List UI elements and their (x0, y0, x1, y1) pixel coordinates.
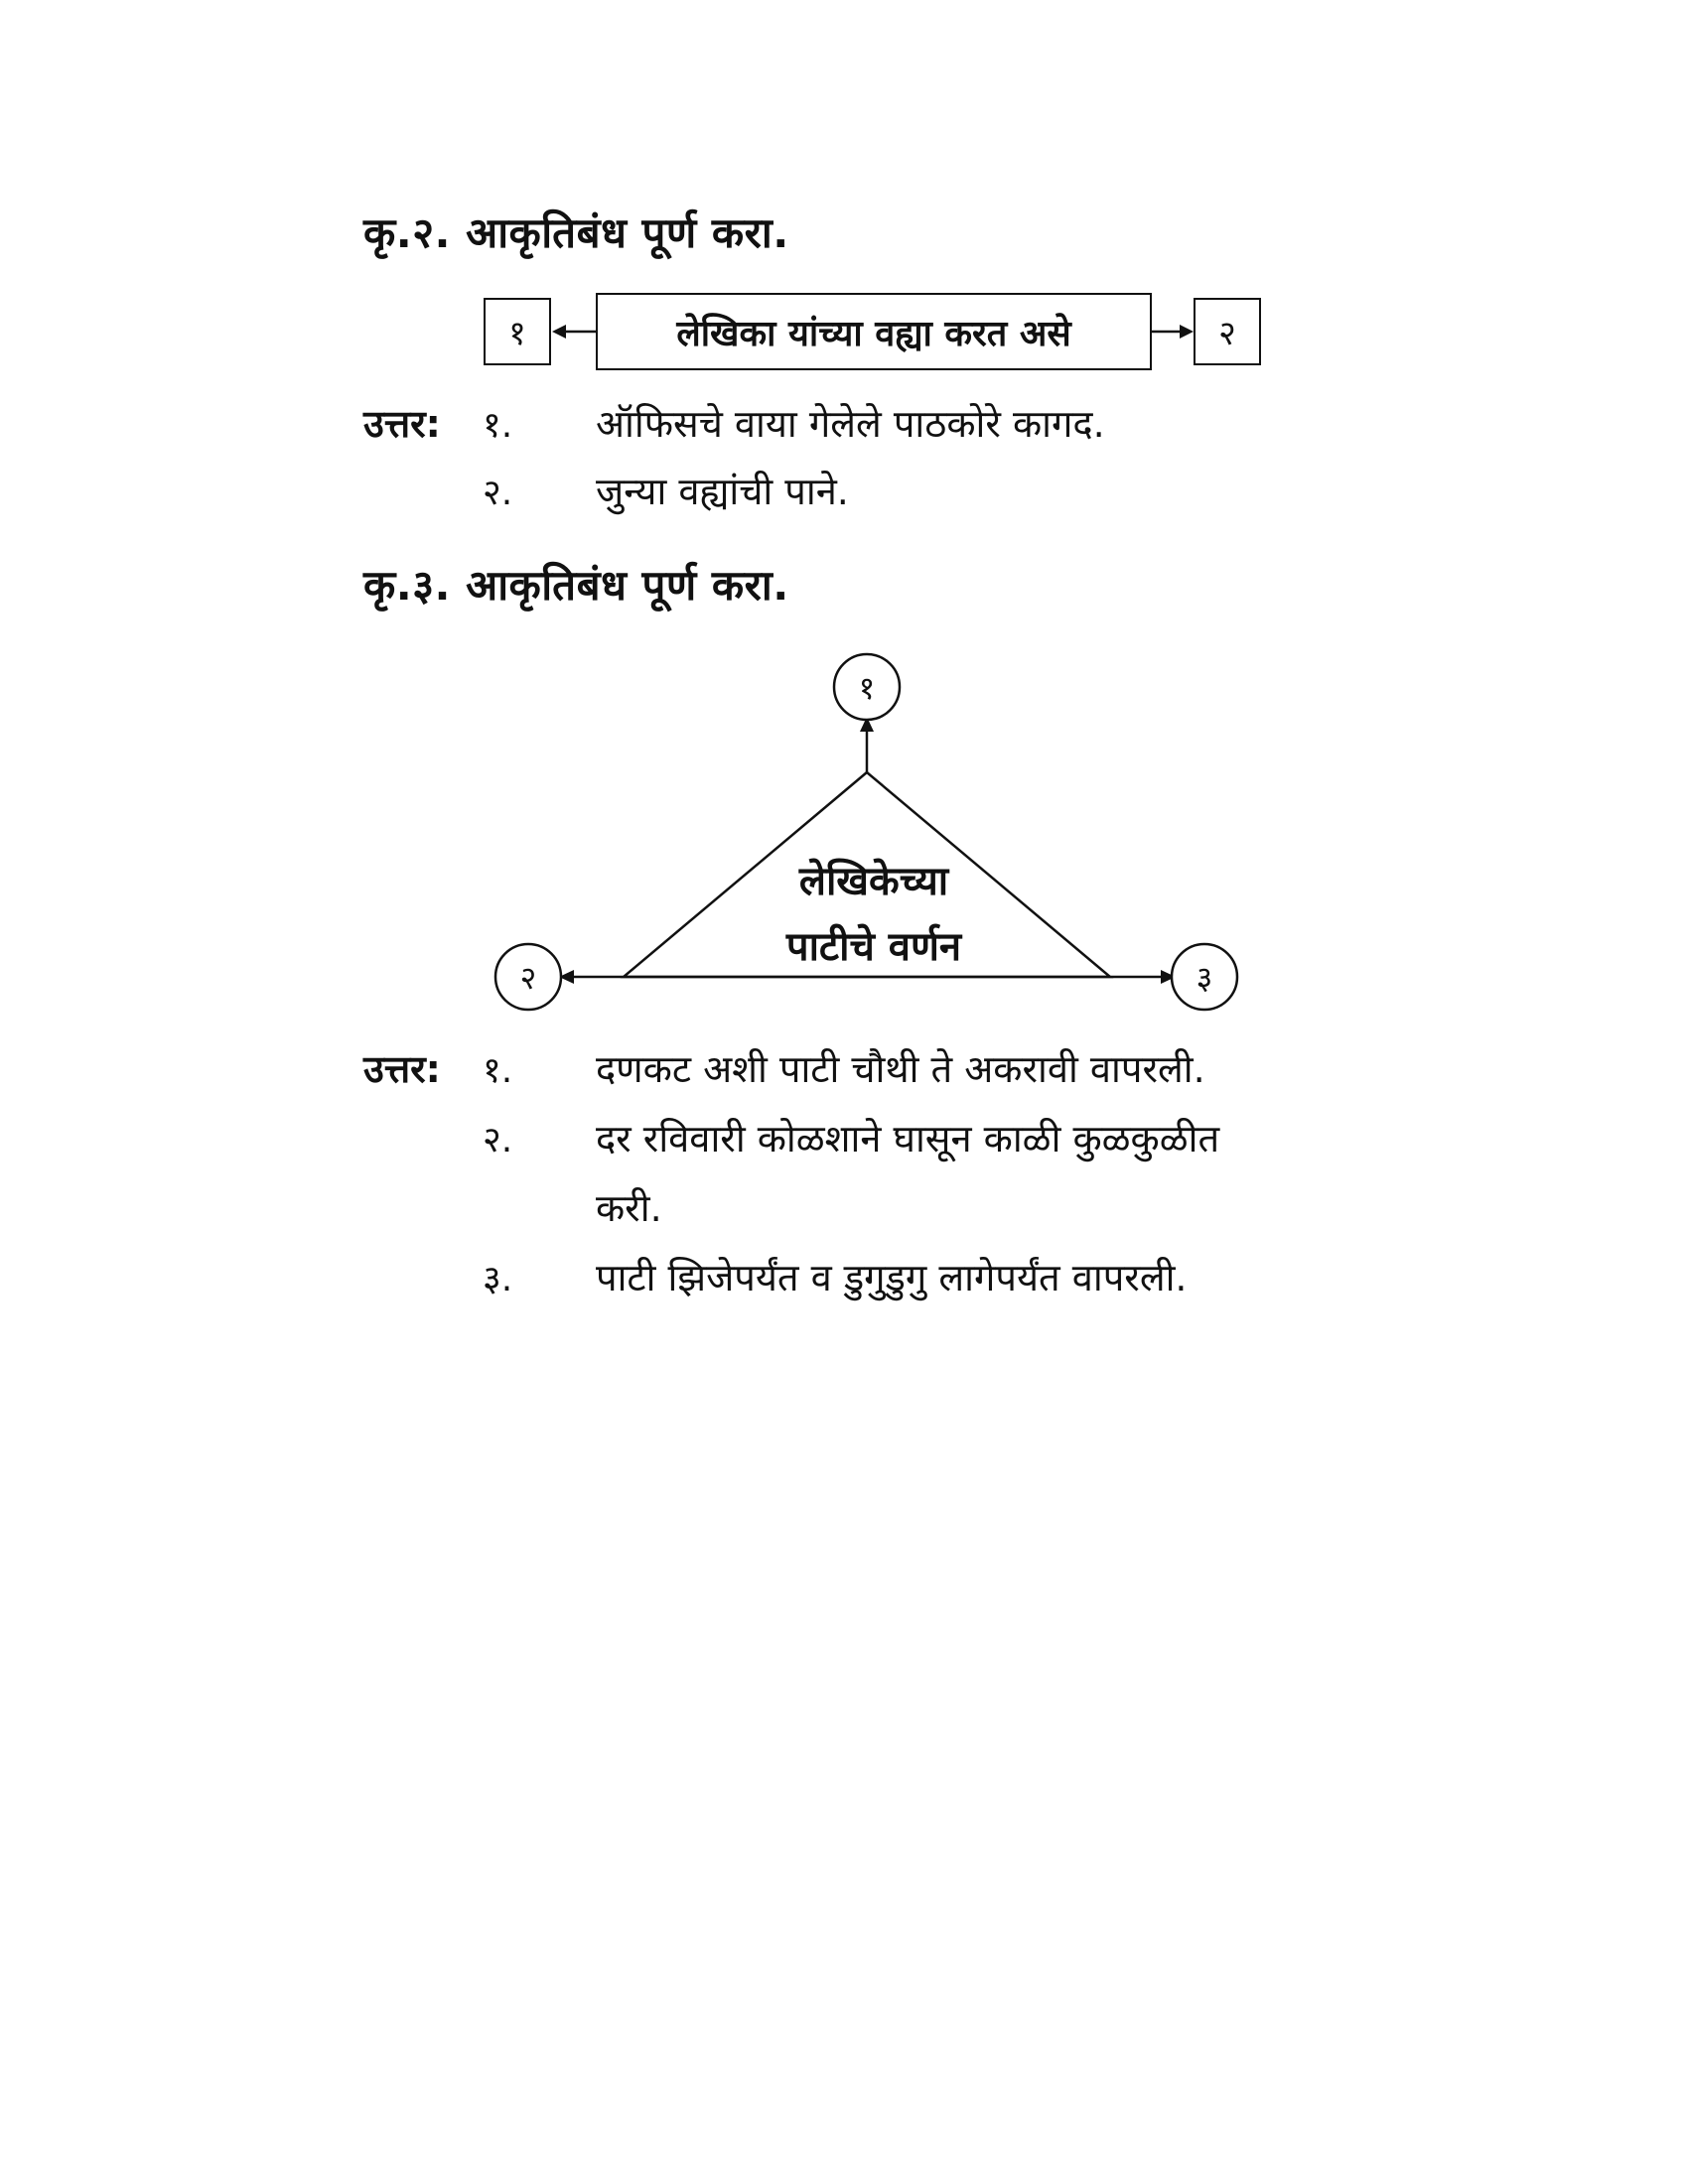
question-2-heading: कृ.२. आकृतिबंध पूर्ण करा. (363, 208, 789, 257)
question-3-answer-3-number: ३. (483, 1259, 513, 1299)
question-3-answer-2-continuation: करी. (596, 1186, 662, 1230)
question-2-answer-2-number: २. (483, 473, 513, 513)
question-3-answer-2-number: २. (483, 1120, 513, 1160)
question-2-box-2: २ (1194, 298, 1261, 365)
question-3-circle-1-label: १ (858, 668, 876, 707)
question-2-center-box: लेखिका यांच्या वह्या करत असे (596, 293, 1152, 370)
question-3-triangle-line-2: पाटीचे वर्णन (785, 924, 962, 970)
question-2-answer-label: उत्तर: (363, 402, 441, 446)
question-3-triangle-line-1: लेखिकेच्या (798, 859, 949, 904)
question-3-answer-2: दर रविवारी कोळशाने घासून काळी कुळकुळीत (596, 1117, 1220, 1160)
question-2-box-1: १ (484, 298, 551, 365)
question-2-answer-1-number: १. (483, 405, 513, 446)
question-2-answer-1: ऑफिसचे वाया गेलेले पाठकोरे कागद. (596, 402, 1105, 446)
question-3-answer-3: पाटी झिजेपर्यंत व डुगुडुगु लागेपर्यंत वापरली. (596, 1256, 1188, 1299)
question-3-answer-1: दणकट अशी पाटी चौथी ते अकरावी वापरली. (596, 1047, 1205, 1091)
question-3-answer-1-number: १. (483, 1050, 513, 1091)
question-3-circle-2-label: २ (519, 958, 537, 997)
question-2-answer-2: जुन्या वह्यांची पाने. (596, 470, 849, 513)
question-3-heading: कृ.३. आकृतिबंध पूर्ण करा. (363, 561, 789, 610)
question-3-answer-label: उत्तर: (363, 1047, 441, 1091)
question-3-circle-3-label: ३ (1196, 958, 1213, 997)
